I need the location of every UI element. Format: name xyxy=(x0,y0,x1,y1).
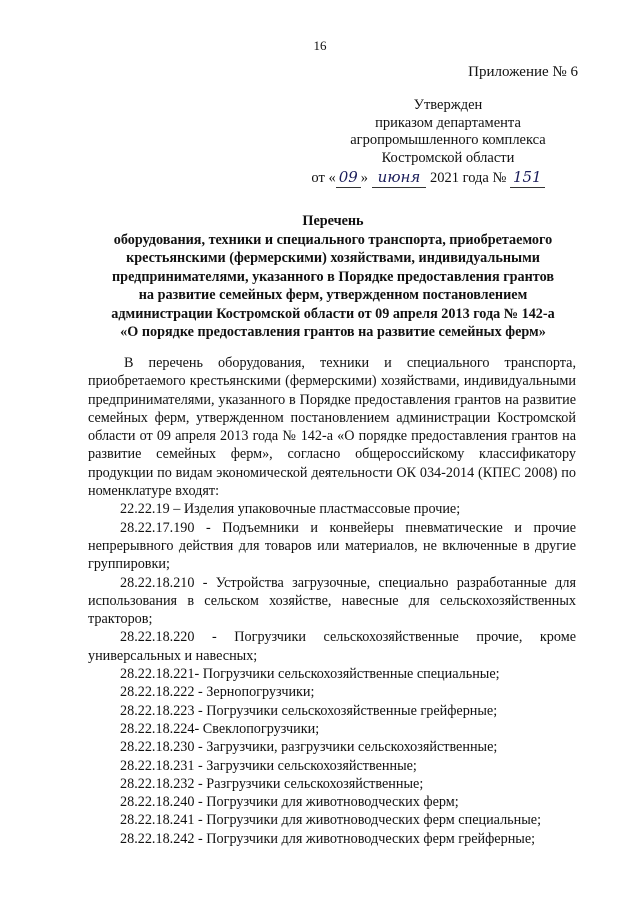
approval-date-line xyxy=(298,169,558,188)
list-item: 28.22.18.231 - Загрузчики сельскохозяйственные; xyxy=(120,757,417,774)
list-item: 28.22.18.221- Погрузчики сельскохозяйственные специальные; xyxy=(120,666,500,683)
approval-line: агропромышленного комплекса xyxy=(350,132,546,148)
list-item: 28.22.18.223 - Погрузчики сельскохозяйственные грейферные; xyxy=(120,702,498,719)
list-item: 28.22.18.242 - Погрузчики для животноводческих ферм грейферные; xyxy=(120,830,536,847)
list-item: 28.22.18.241 - Погрузчики для животноводческих ферм специальные; xyxy=(120,812,542,829)
year-text: 2021 года № xyxy=(429,170,507,186)
document-body xyxy=(88,354,576,848)
list-item: 28.22.18.220 - Погрузчики сельскохозяйственные прочие, кроме универсальных и навесных; xyxy=(88,629,576,664)
title-line: «О порядке предоставления грантов на развитие семейных ферм» xyxy=(120,324,546,340)
approval-block xyxy=(311,97,578,188)
handwritten-month: июня xyxy=(372,169,427,188)
list-item: 28.22.18.210 - Устройства загрузочные, специально разработанные для использования в сельском хозяйстве, навесные для сельскохозяйственных тракторов; xyxy=(88,574,576,628)
intro-paragraph: В перечень оборудования, техники и специального транспорта, приобретаемого крестьянскими (фермерскими) хозяйствами, индивидуальными предпринимателями, указанного в Порядке предоставления грантов на развитие семейных ферм, утвержденном постановлением администрации Костромской области от 09 апреля 2013 года № 142-а «О порядке предоставления грантов на развитие семейных ферм», согласно общероссийскому классификатору продукции по видам экономической деятельности ОК 034-2014 (КПЕС 2008) по номенклатуре входят: xyxy=(88,355,576,500)
date-mid: » xyxy=(360,170,369,186)
list-item: 28.22.18.240 - Погрузчики для животноводческих ферм; xyxy=(120,794,459,811)
handwritten-order-number: 151 xyxy=(510,169,545,188)
handwritten-day: 09 xyxy=(336,169,361,188)
list-item: 28.22.18.222 - Зернопогрузчики; xyxy=(120,684,315,701)
approval-line: Костромской области xyxy=(381,149,515,166)
title-line: администрации Костромской области от 09 апреля 2013 года № 142-а xyxy=(111,305,555,322)
title-line: на развитие семейных ферм, утвержденном постановлением xyxy=(138,287,528,303)
list-item: 22.22.19 – Изделия упаковочные пластмассовые прочие; xyxy=(120,501,461,518)
title-line: предпринимателями, указанного в Порядке предоставления грантов xyxy=(112,268,554,285)
date-prefix: от « xyxy=(311,170,336,186)
list-item: 28.22.18.232 - Разгрузчики сельскохозяйственные; xyxy=(120,775,424,792)
document-title xyxy=(66,212,600,342)
appendix-label: Приложение № 6 xyxy=(468,64,578,80)
list-item: 28.22.18.230 - Загрузчики, разгрузчики сельскохозяйственные; xyxy=(120,739,498,756)
page-number: 16 xyxy=(313,38,327,53)
title-line: оборудования, техники и специального транспорта, приобретаемого xyxy=(113,231,553,248)
title-line: крестьянскими (фермерскими) хозяйствами, индивидуальными xyxy=(126,250,540,266)
approval-line: приказом департамента xyxy=(375,114,521,131)
list-item: 28.22.18.224- Свеклопогрузчики; xyxy=(120,720,320,737)
approval-line: Утвержден xyxy=(413,97,483,113)
title-heading: Перечень xyxy=(302,213,364,229)
list-item: 28.22.17.190 - Подъемники и конвейеры пневматические и прочие непрерывного действия для товаров или материалов, не включенные в другие группировки; xyxy=(88,519,576,573)
